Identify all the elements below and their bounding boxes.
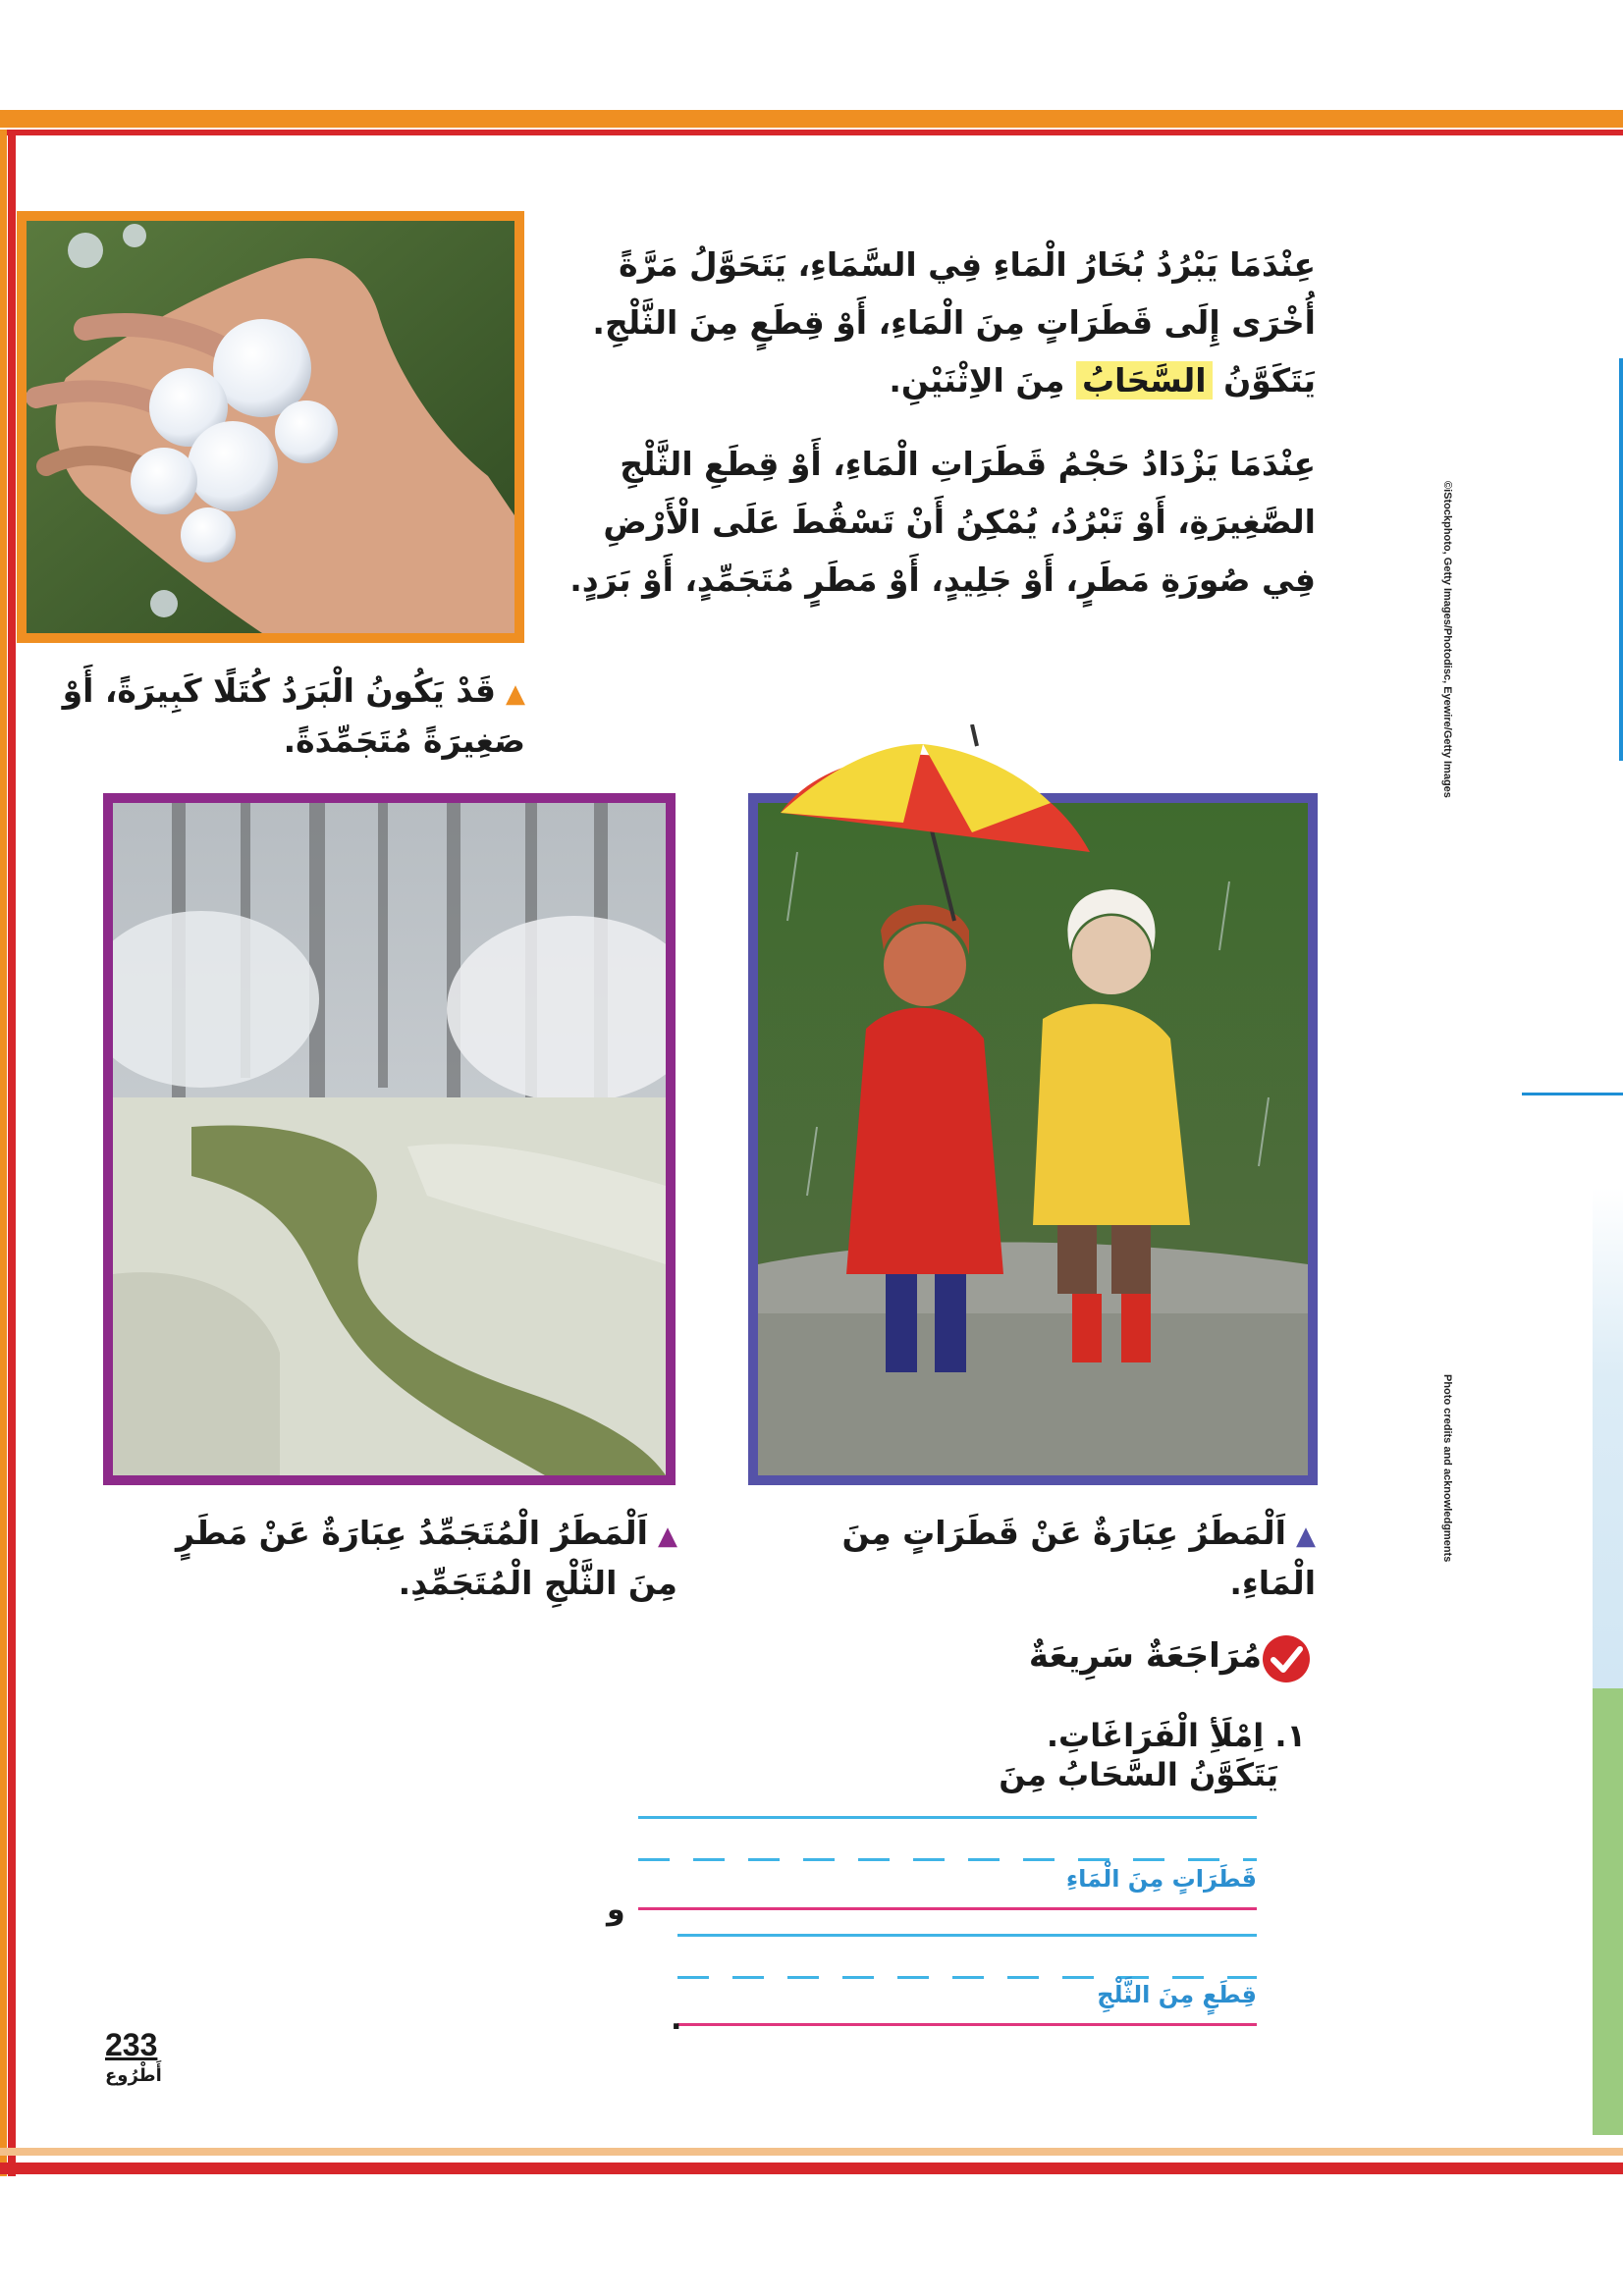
checkmark-icon	[1262, 1634, 1311, 1683]
hail-in-hand-image	[27, 221, 514, 633]
bottom-border-red	[0, 2163, 1623, 2174]
freezing-rain-photo	[103, 793, 676, 1485]
photo-credit-bottom: Photo credits and acknowledgments	[1441, 1374, 1453, 1563]
writing-line-top	[677, 1934, 1257, 1937]
writing-line-top	[638, 1816, 1257, 1819]
answer-2-input[interactable]: قِطَعٍ مِنَ الثَّلْجِ	[1097, 1981, 1257, 2008]
rain-caption: ▲اَلْمَطَرُ عِبَارَةٌ عَنْ قَطَرَاتٍ مِنَ الْمَاءِ.	[841, 1514, 1316, 1602]
bottom-border-orange	[0, 2148, 1623, 2156]
writing-line-base	[638, 1907, 1257, 1910]
paragraph-2: عِنْدَمَا يَزْدَادُ حَجْمُ قَطَرَاتِ الْمَاءِ، أَوْ قِطَعِ الثَّلْجِ الصَّغِيرَةِ، أَوْ تَبْرُدُ، يُمْكِنُ أَنْ تَسْقُطَ عَلَى الْأَرْضِ فِي صُورَةِ مَطَرٍ، أَوْ جَلِيدٍ، أَوْ مَطَرٍ مُتَجَمِّدٍ، أَوْ بَرَدٍ.	[569, 445, 1316, 599]
left-border-red	[8, 130, 16, 2176]
rain-photo	[748, 793, 1318, 1485]
quick-review-title: مُرَاجَعَةٌ سَرِيعَةٌ	[1028, 1636, 1262, 1676]
children-in-rain-image	[758, 803, 1308, 1475]
next-page-edge-line	[1619, 358, 1623, 761]
top-border-red	[0, 130, 1623, 135]
hail-caption: ▲قَدْ يَكُونُ الْبَرَدُ كُتَلًا كَبِيرَةً، أَوْ صَغِيرَةً مُتَجَمِّدَةً.	[62, 671, 525, 760]
umbrella-image	[776, 724, 1100, 872]
writing-line-mid	[677, 1976, 1257, 1979]
paragraph-1: عِنْدَمَا يَبْرُدُ بُخَارُ الْمَاءِ فِي السَّمَاءِ، يَتَحَوَّلُ مَرَّةً أُخْرَى إِلَى قَطَرَاتٍ مِنَ الْمَاءِ، أَوْ قِطَعٍ مِنَ الثَّلْجِ. يَتَكَوَّنُ السَّحَابُ مِنَ الاِثْنَيْنِ.	[592, 245, 1316, 400]
writing-line-mid	[638, 1858, 1257, 1861]
page-label: أَطْرُوع	[105, 2065, 162, 2086]
answer-1-input[interactable]: قَطَرَاتٍ مِنَ الْمَاءِ	[1065, 1865, 1257, 1893]
left-border-orange	[0, 130, 7, 2176]
conjunction-text: و	[607, 1893, 625, 1927]
triangle-icon: ▲	[1296, 1522, 1316, 1551]
writing-line-base	[677, 2023, 1257, 2026]
next-page-grass-image	[1593, 1688, 1623, 2135]
icy-forest-path-image	[113, 803, 666, 1475]
page-number: 233	[105, 2027, 158, 2062]
question-1: ١. اِمْلَأِ الْفَرَاغَاتِ. يَتَكَوَّنُ السَّحَابُ مِنَ	[999, 1717, 1306, 1793]
photo-credit-top: ©iStockphoto, Getty Images/Photodisc, Eyewire/Getty Images	[1441, 481, 1453, 798]
freezing-rain-caption: ▲اَلْمَطَرُ الْمُتَجَمِّدُ عِبَارَةٌ عَنْ مَطَرٍ مِنَ الثَّلْجِ الْمُتَجَمِّدِ.	[176, 1514, 677, 1602]
highlighted-term: السَّحَابُ	[1076, 361, 1213, 400]
triangle-icon: ▲	[658, 1522, 677, 1551]
hail-photo	[17, 211, 524, 643]
triangle-icon: ▲	[506, 679, 525, 709]
end-period: .	[671, 2002, 682, 2037]
top-border-orange	[0, 110, 1623, 128]
next-page-rule	[1522, 1093, 1623, 1095]
